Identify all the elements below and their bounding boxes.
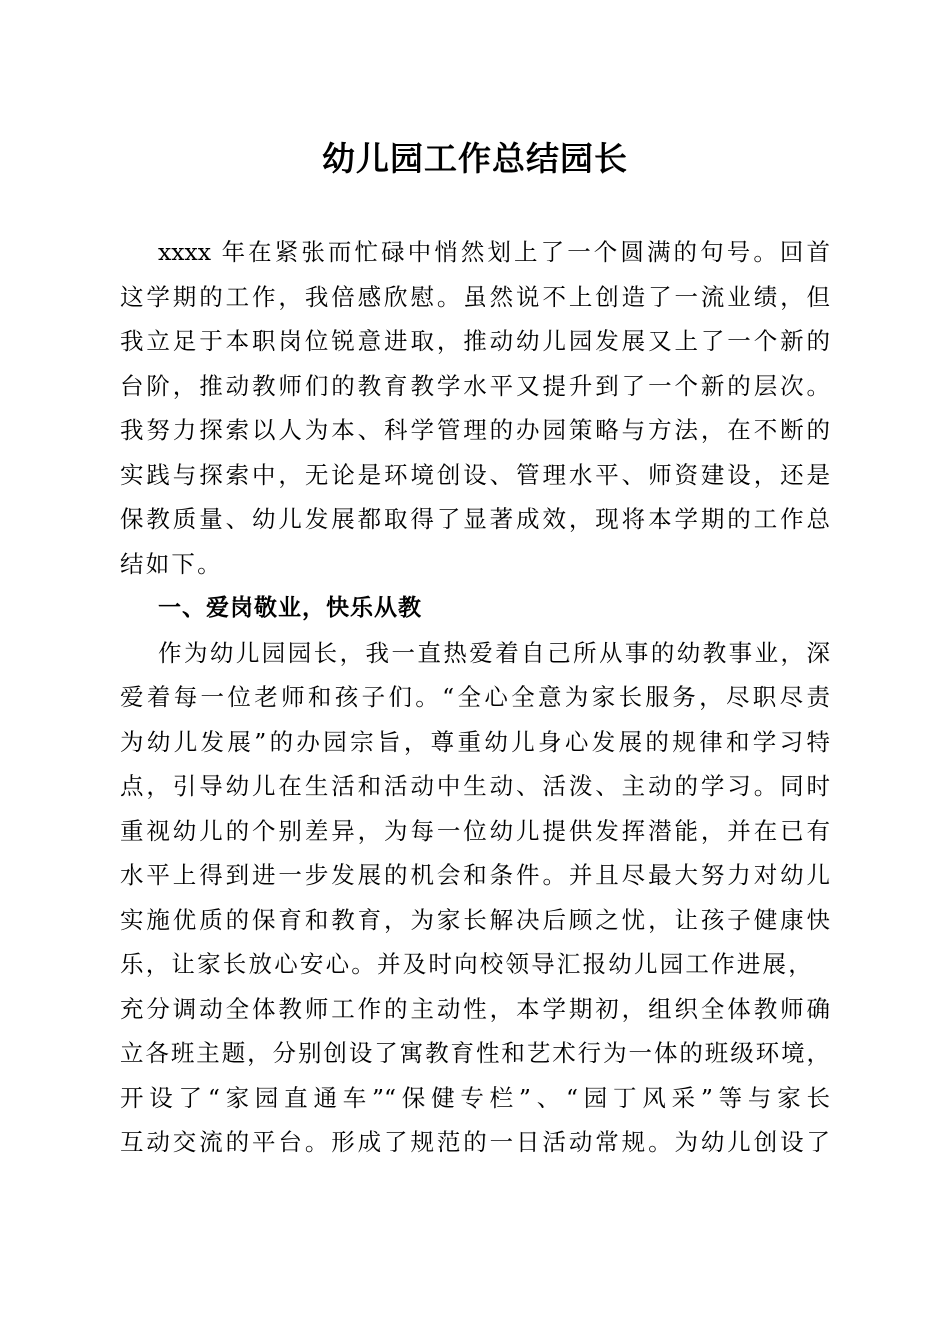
paragraph-line: xxxx 年在紧张而忙碌中悄然划上了一个圆满的句号。回首 bbox=[158, 238, 830, 266]
document-title: 幼儿园工作总结园长 bbox=[322, 139, 628, 178]
paragraph-line: 立各班主题，分别创设了寓教育性和艺术行为一体的班级环境， bbox=[120, 1039, 830, 1067]
paragraph-line: 我立足于本职岗位锐意进取，推动幼儿园发展又上了一个新的 bbox=[120, 327, 830, 355]
paragraph-line: 重视幼儿的个别差异，为每一位幼儿提供发挥潜能，并在已有 bbox=[120, 817, 830, 845]
paragraph-line: 台阶，推动教师们的教育教学水平又提升到了一个新的层次。 bbox=[120, 372, 830, 400]
paragraph-line: 水平上得到进一步发展的机会和条件。并且尽最大努力对幼儿 bbox=[120, 861, 830, 889]
paragraph-line: 保教质量、幼儿发展都取得了显著成效，现将本学期的工作总 bbox=[120, 505, 830, 533]
paragraph-line: 作为幼儿园园长，我一直热爱着自己所从事的幼教事业，深 bbox=[158, 639, 830, 667]
paragraph-line: 我努力探索以人为本、科学管理的办园策略与方法，在不断的 bbox=[120, 416, 830, 444]
paragraph-line: 互动交流的平台。形成了规范的一日活动常规。为幼儿创设了 bbox=[120, 1128, 830, 1156]
paragraph-line: 乐，让家长放心安心。并及时向校领导汇报幼儿园工作进展， bbox=[120, 950, 814, 978]
paragraph-line: 开设了“家园直通车”“保健专栏”、“园丁风采”等与家长 bbox=[120, 1084, 830, 1112]
paragraph-line: 充分调动全体教师工作的主动性，本学期初，组织全体教师确 bbox=[120, 995, 830, 1023]
paragraph-line: 结如下。 bbox=[120, 550, 223, 578]
paragraph-line: 点，引导幼儿在生活和活动中生动、活泼、主动的学习。同时 bbox=[120, 772, 830, 800]
paragraph-line: 这学期的工作，我倍感欣慰。虽然说不上创造了一流业绩，但 bbox=[120, 283, 830, 311]
paragraph-line: 实践与探索中，无论是环境创设、管理水平、师资建设，还是 bbox=[120, 461, 830, 489]
paragraph-line: 爱着每一位老师和孩子们。“全心全意为家长服务，尽职尽责 bbox=[120, 683, 830, 711]
section-heading: 一、爱岗敬业，快乐从教 bbox=[158, 595, 422, 621]
paragraph-line: 为幼儿发展”的办园宗旨，尊重幼儿身心发展的规律和学习特 bbox=[120, 728, 830, 756]
paragraph-line: 实施优质的保育和教育，为家长解决后顾之忧，让孩子健康快 bbox=[120, 906, 830, 934]
